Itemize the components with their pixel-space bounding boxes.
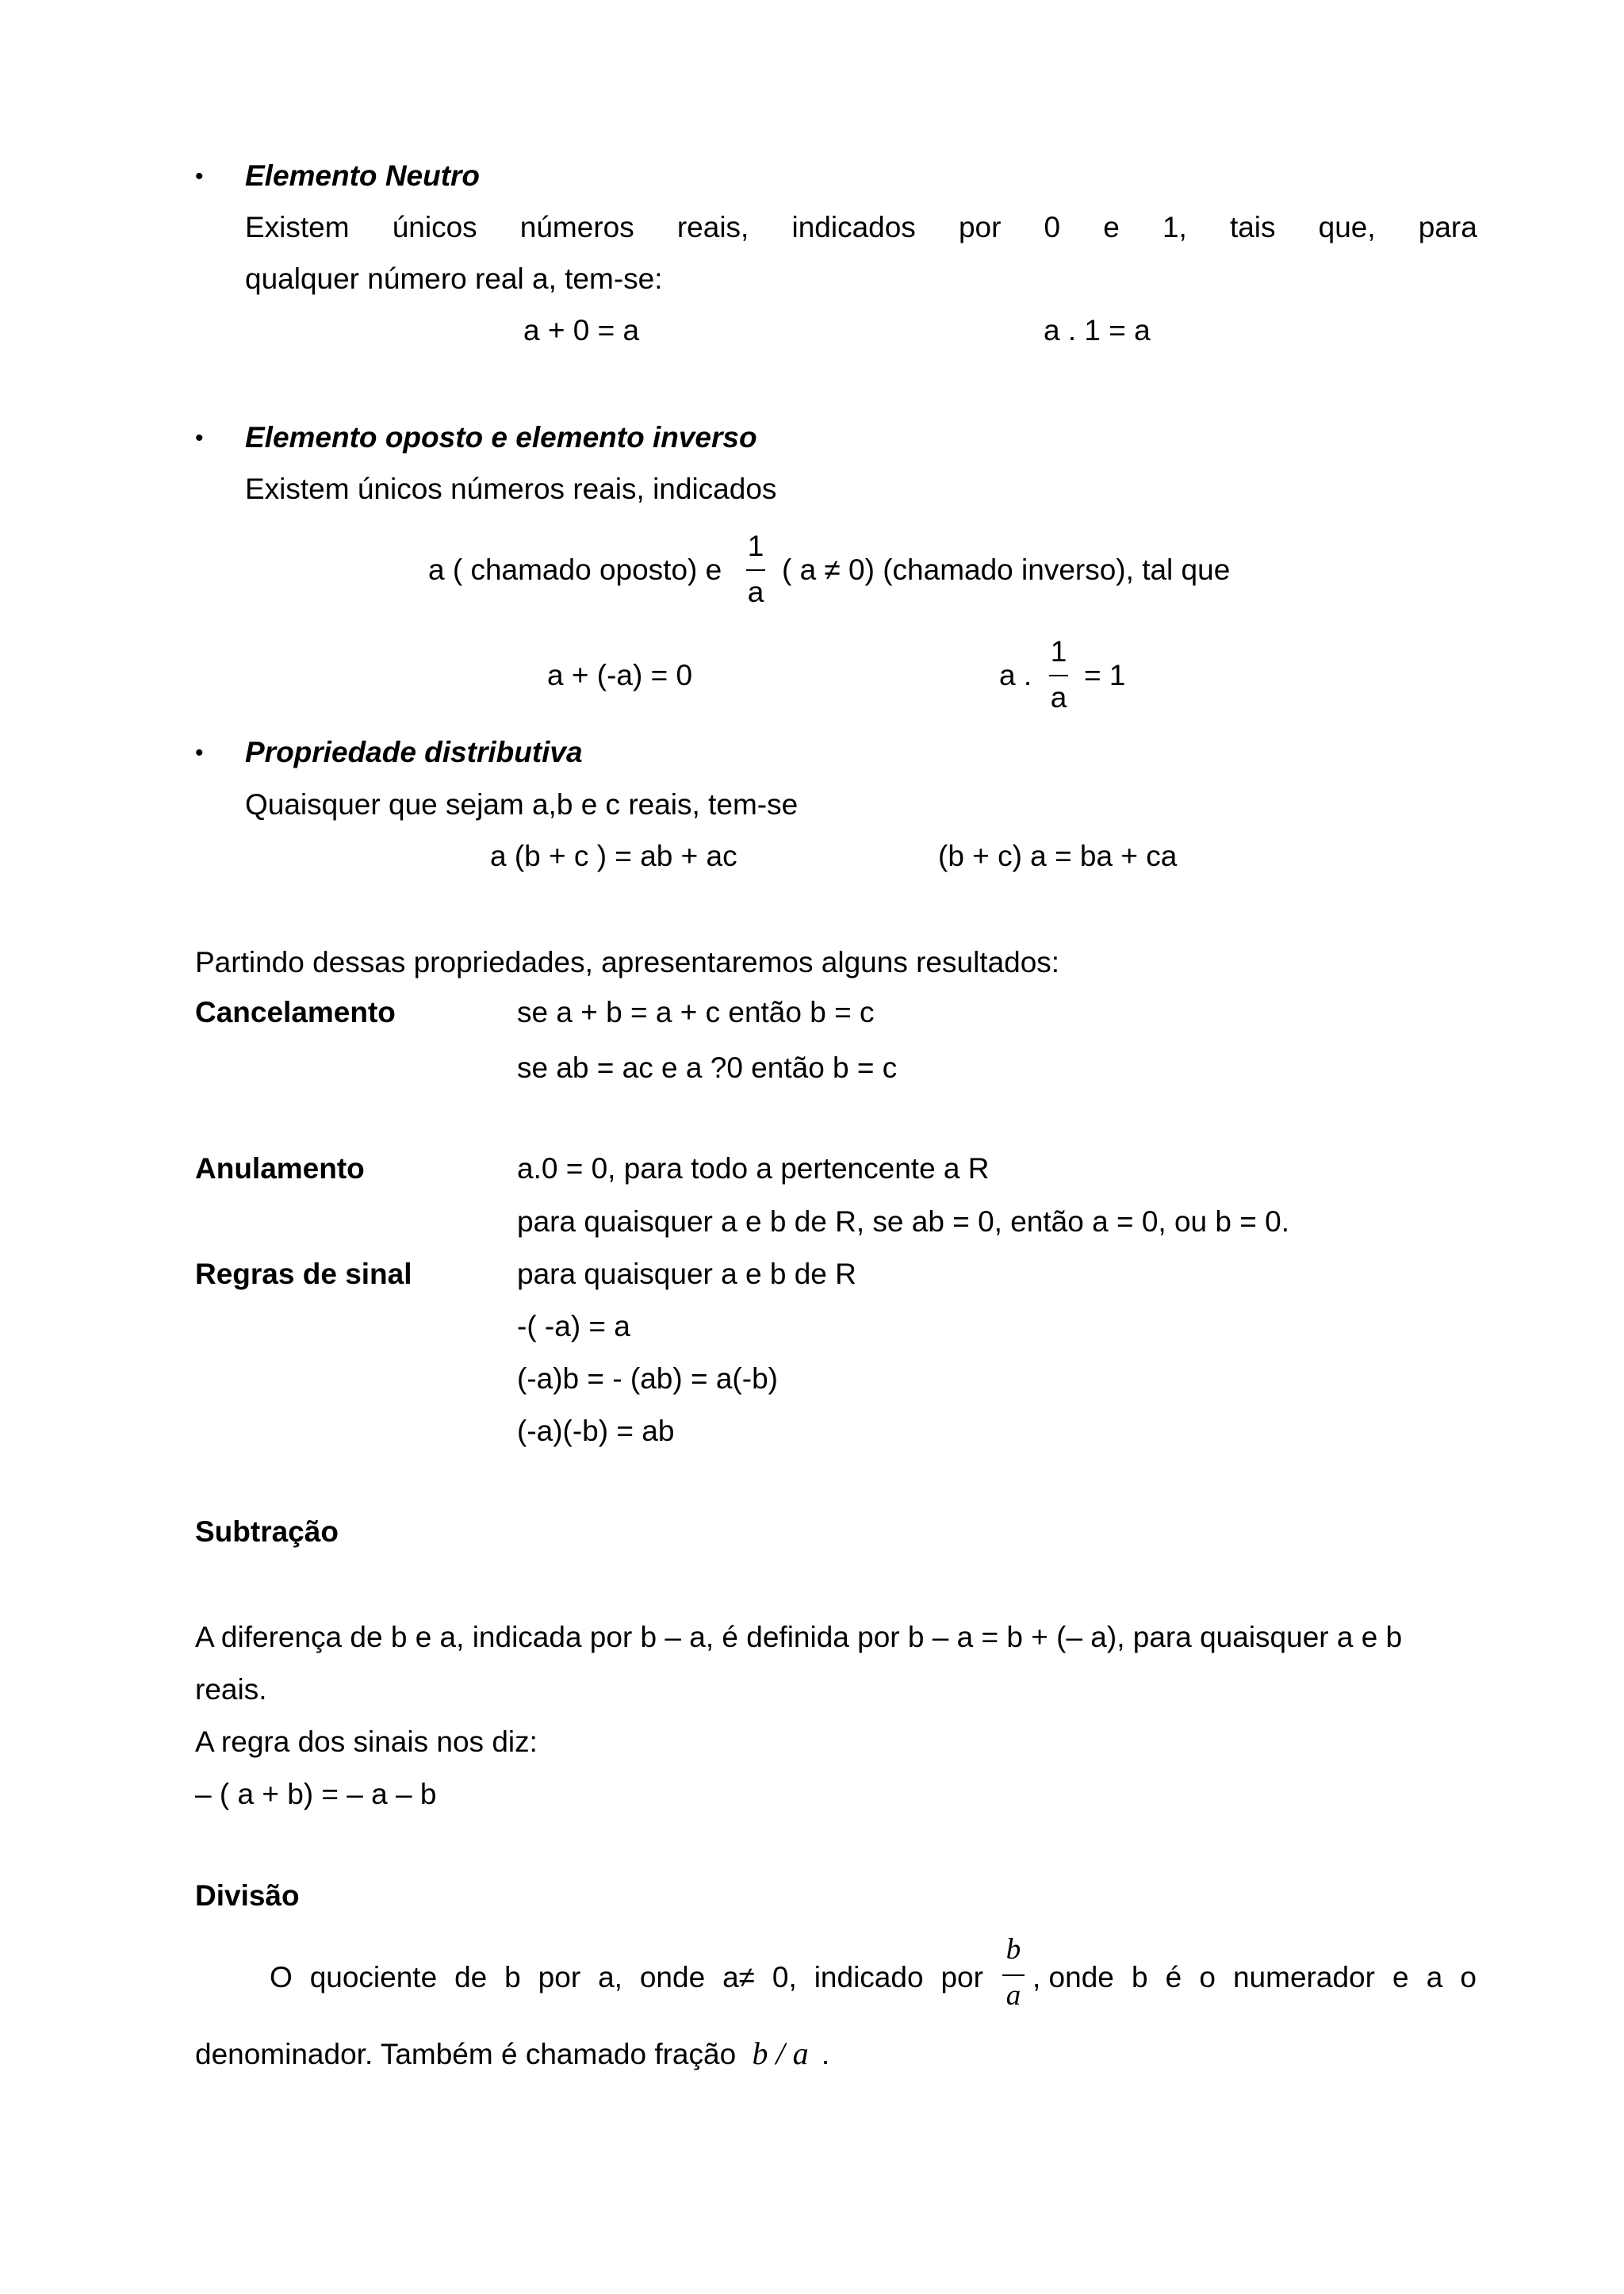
section-title-neutro: Elemento Neutro [245, 159, 481, 192]
distributiva-eq-right: (b + c) a = ba + ca [938, 840, 1178, 872]
fraction-1-over-a [741, 531, 770, 611]
neutro-eq-right: a . 1 = a [1044, 314, 1151, 347]
word: a, [598, 1961, 622, 1993]
word: e [1103, 211, 1120, 243]
word: por [940, 1961, 983, 1993]
section-title-oposto: Elemento oposto e elemento inverso [245, 421, 757, 454]
fraction-bar [746, 569, 765, 571]
word: o [1460, 1961, 1477, 1993]
word: b [1131, 1961, 1148, 1993]
word: tais [1229, 211, 1276, 243]
bullet: • [195, 163, 204, 190]
word: por [538, 1961, 581, 1993]
word: por [958, 211, 1002, 243]
section-title-distributiva: Propriedade distributiva [245, 736, 583, 768]
denominator: a [747, 576, 764, 608]
period: . [821, 2038, 830, 2070]
divisao-line2 [195, 2035, 830, 2071]
anulamento-label: Anulamento [195, 1152, 365, 1185]
word: é [1165, 1961, 1182, 1993]
regras-line: (-a)(-b) = ab [517, 1415, 675, 1447]
word: 0 [1044, 211, 1061, 243]
word: 0, [772, 1961, 797, 1993]
neutro-line1 [245, 213, 1477, 242]
subtracao-title: Subtração [195, 1515, 339, 1548]
intro-text: Partindo dessas propriedades, apresentaremos alguns resultados: [195, 946, 1060, 978]
bullet: • [195, 740, 204, 766]
oposto-line2-a: a ( chamado oposto) e [428, 553, 722, 586]
regras-line: para quaisquer a e b de R [517, 1258, 856, 1290]
word: reais, [676, 211, 749, 243]
subtracao-line1: A diferença de b e a, indicada por b – a, é definida por b – a = b + (– a), para quaisquer a e b [195, 1621, 1403, 1653]
subtracao-line4: – ( a + b) = – a – b [195, 1778, 437, 1810]
anulamento-line1: a.0 = 0, para todo a pertencente a R [517, 1152, 990, 1185]
word: indicados [791, 211, 916, 243]
subtracao-line2: reais. [195, 1673, 267, 1706]
anulamento-line2: para quaisquer a e b de R, se ab = 0, então a = 0, ou b = 0. [517, 1205, 1290, 1238]
distributiva-line1: Quaisquer que sejam a,b e c reais, tem-se [245, 788, 799, 821]
denominator: a [1050, 681, 1067, 714]
fraction-inline: b / a [752, 2035, 809, 2071]
divisao-line2-text: denominador. Também é chamado fração [195, 2038, 737, 2070]
oposto-line1: Existem únicos números reais, indicados [245, 473, 777, 505]
word: 1, [1162, 211, 1187, 243]
divisao-title: Divisão [195, 1879, 300, 1912]
word: a≠ [722, 1961, 755, 1993]
denominator: a [1005, 1979, 1021, 2012]
regras-line: (-a)b = - (ab) = a(-b) [517, 1362, 778, 1395]
numerator: 1 [747, 530, 764, 562]
word: O [270, 1961, 293, 1993]
word: b [504, 1961, 521, 1993]
word: onde [639, 1961, 706, 1993]
regras-label: Regras de sinal [195, 1258, 412, 1290]
numerator: 1 [1050, 635, 1067, 668]
word: Existem [245, 211, 350, 243]
word: , onde [1032, 1961, 1114, 1993]
word: de [454, 1961, 488, 1993]
word: indicado [814, 1961, 924, 1993]
regras-line: -( -a) = a [517, 1310, 630, 1342]
word: numerador [1232, 1961, 1375, 1993]
neutro-eq-left: a + 0 = a [523, 314, 640, 347]
oposto-line2-b: ( a ≠ 0) (chamado inverso), tal que [782, 553, 1231, 586]
distributiva-eq-left: a (b + c ) = ab + ac [490, 840, 737, 872]
subtracao-line3: A regra dos sinais nos diz: [195, 1725, 538, 1758]
word: a [1426, 1961, 1443, 1993]
word: números [519, 211, 634, 243]
word: o [1199, 1961, 1216, 1993]
fraction-bar [1002, 1974, 1025, 1976]
cancelamento-line2: se ab = ac e a ?0 então b = c [517, 1051, 898, 1084]
bullet: • [195, 425, 204, 451]
cancelamento-line1: se a + b = a + c então b = c [517, 996, 875, 1028]
word: que, [1318, 211, 1376, 243]
numerator: b [1005, 1933, 1021, 1966]
word: para [1418, 211, 1477, 243]
oposto-eq-right-a: a . [999, 659, 1032, 691]
word: quociente [309, 1961, 438, 1993]
fraction-1-over-a [1044, 637, 1073, 716]
neutro-line2: qualquer número real a, tem-se: [245, 262, 663, 295]
word: e [1392, 1961, 1409, 1993]
fraction-bar [1049, 675, 1068, 676]
divisao-line1-b [1032, 1963, 1477, 1992]
fraction-b-over-a [998, 1935, 1029, 2022]
word: únicos [392, 211, 477, 243]
oposto-eq-right-b: = 1 [1084, 659, 1126, 691]
cancelamento-label: Cancelamento [195, 996, 396, 1028]
oposto-eq-left: a + (-a) = 0 [547, 659, 693, 691]
divisao-line1-a [270, 1963, 983, 1992]
